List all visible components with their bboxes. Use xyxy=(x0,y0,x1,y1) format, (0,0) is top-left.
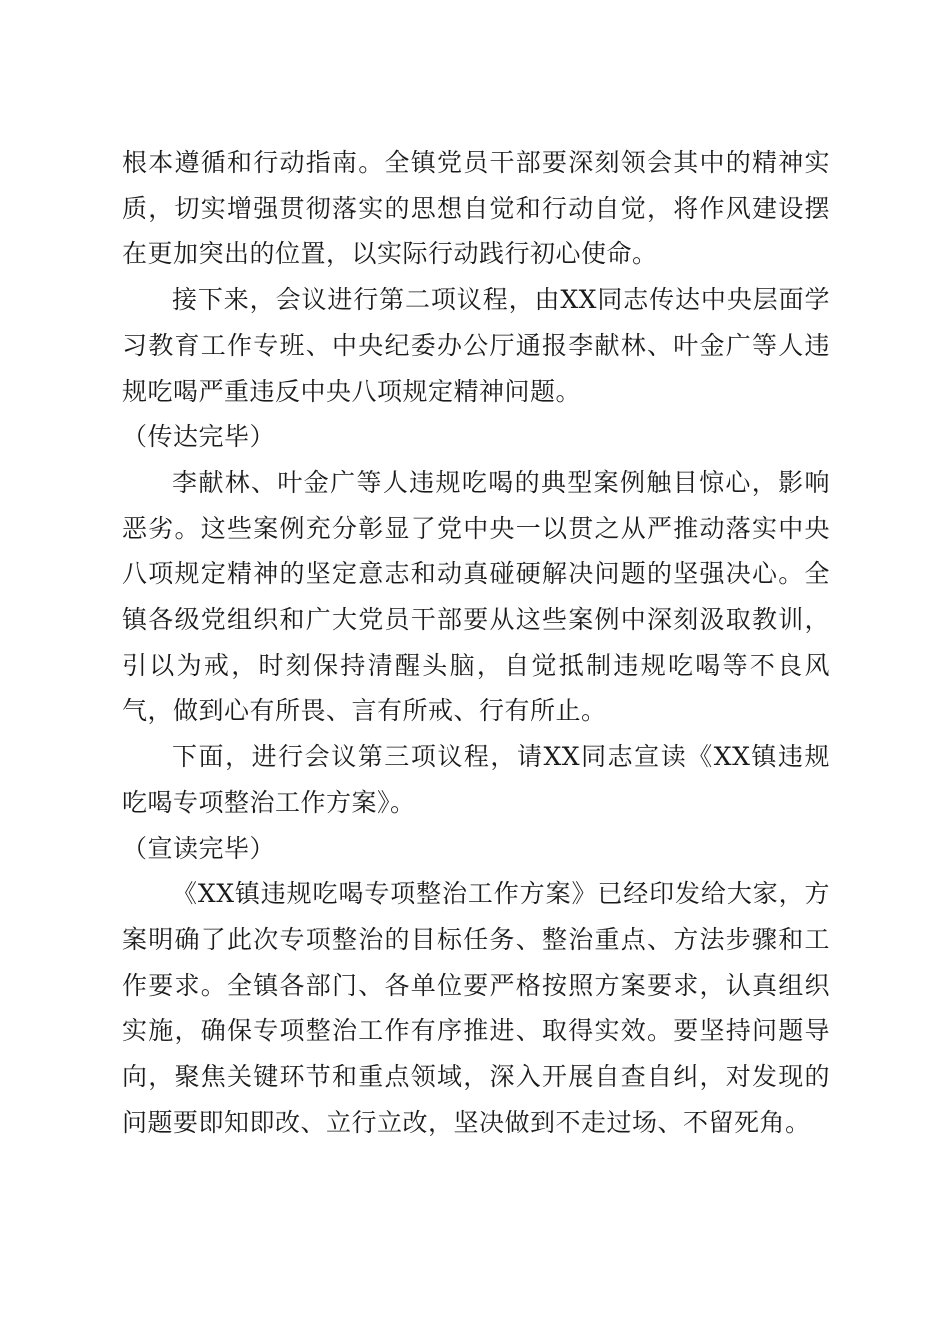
paragraph-second-agenda: 接下来，会议进行第二项议程，由XX同志传达中央层面学习教育工作专班、中央纪委办公厅通报李献林、叶金广等人违规吃喝严重违反中央八项规定精神问题。 xyxy=(122,285,830,406)
note-reading-complete: （宣读完毕） xyxy=(122,833,276,863)
paragraph-work-plan: 《XX镇违规吃喝专项整治工作方案》已经印发给大家，方案明确了此次专项整治的目标任务、整治重点、方法步骤和工作要求。全镇各部门、各单位要严格按照方案要求，认真组织实施，确保专项整治工作有序推进、取得实效。要坚持问题导向，聚焦关键环节和重点领域，深入开展自查自纠，对发现的问题要即知即改、立行立改，坚决做到不走过场、不留死角。 xyxy=(122,879,830,1137)
paragraph-case-warning: 李献林、叶金广等人违规吃喝的典型案例触目惊心，影响恶劣。这些案例充分彰显了党中央一以贯之从严推动落实中央八项规定精神的坚定意志和动真碰硬解决问题的坚强决心。全镇各级党组织和广大党员干部要从这些案例中深刻汲取教训，引以为戒，时刻保持清醒头脑，自觉抵制违规吃喝等不良风气，做到心有所畏、言有所戒、行有所止。 xyxy=(122,467,830,726)
note-relay-complete: （传达完毕） xyxy=(122,422,276,452)
document-body xyxy=(122,140,830,1145)
paragraph-third-agenda: 下面，进行会议第三项议程，请XX同志宣读《XX镇违规吃喝专项整治工作方案》。 xyxy=(122,742,830,817)
paragraph-continuation: 根本遵循和行动指南。全镇党员干部要深刻领会其中的精神实质，切实增强贯彻落实的思想自觉和行动自觉，将作风建设摆在更加突出的位置，以实际行动践行初心使命。 xyxy=(122,148,830,269)
